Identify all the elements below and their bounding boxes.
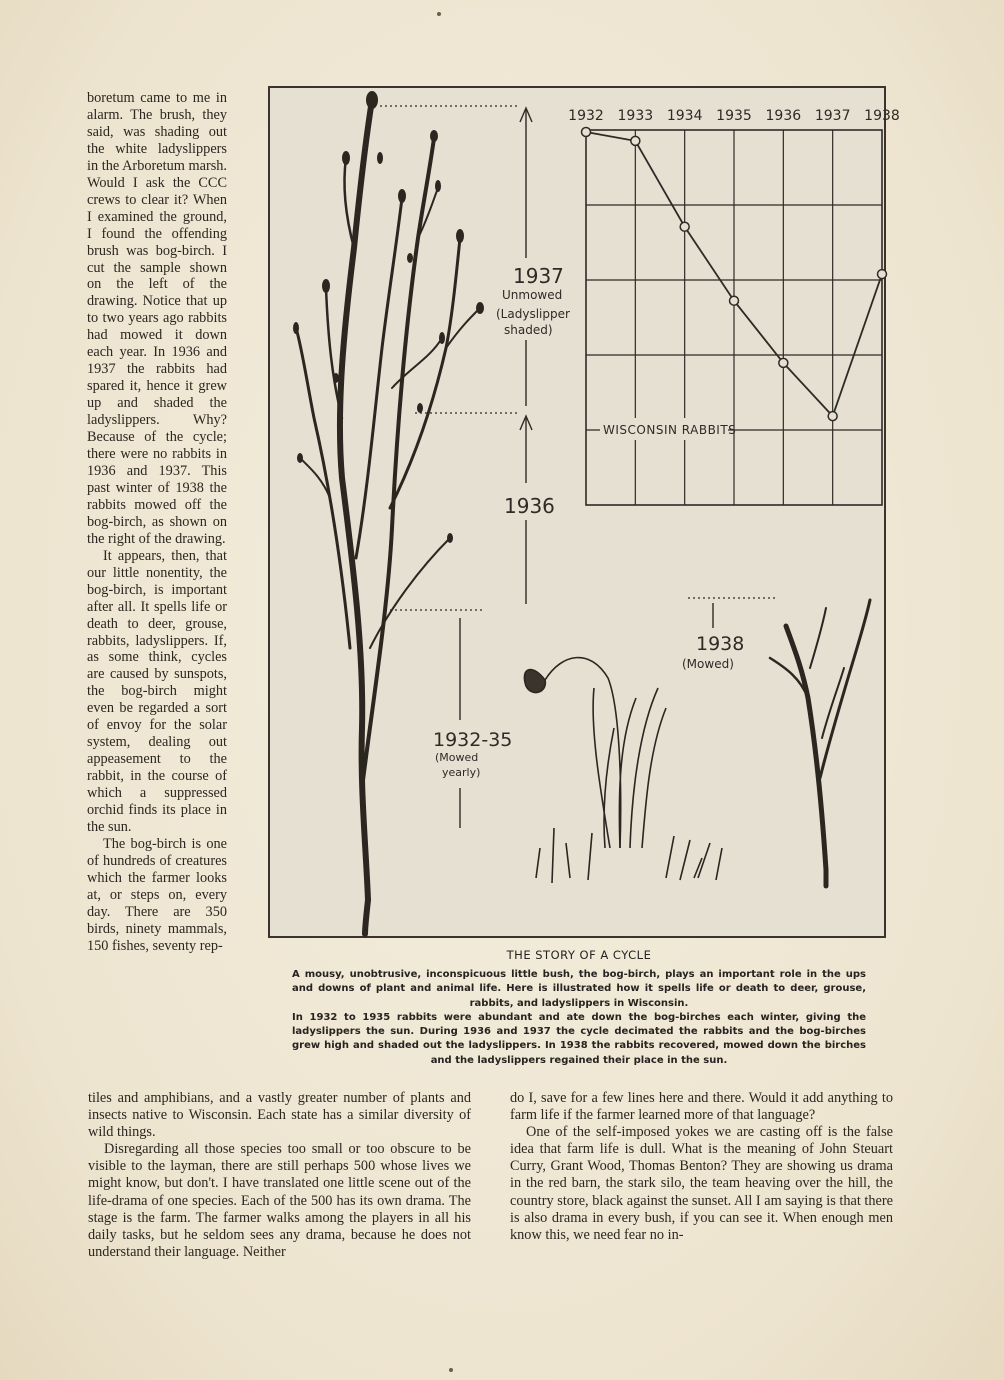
chart-year-labels xyxy=(568,108,900,124)
bottom-mark xyxy=(449,1368,453,1372)
chart-point xyxy=(582,128,591,137)
left-paragraph: The bog-birch is one of hundreds of creatures which the farmer looks at, or steps on, every day. There are 350 birds, ninety mammals, 150 fishes, seventy rep- xyxy=(87,835,227,954)
label-1932-35: 1932-35 xyxy=(433,729,513,751)
chart-point xyxy=(828,412,837,421)
chart-year-label: 1938 xyxy=(864,108,900,124)
chart-year-label: 1935 xyxy=(716,108,752,124)
chart-point xyxy=(680,222,689,231)
label-1938: 1938 xyxy=(696,633,745,655)
label-shaded-2: shaded) xyxy=(504,323,553,337)
label-unmowed: Unmowed xyxy=(502,288,563,302)
bottom-right-column xyxy=(510,1090,893,1244)
tall-bog-birch-drawing xyxy=(296,100,480,934)
series-label: WISCONSIN RABBITS xyxy=(603,423,737,437)
chart-grid xyxy=(586,130,882,505)
ladyslipper-drawing xyxy=(524,658,722,883)
body-paragraph: tiles and amphibians, and a vastly greater number of plants and insects native to Wisconsin. Each state has a similar diversity of wild things. xyxy=(88,1090,471,1141)
chart-year-label: 1932 xyxy=(568,108,604,124)
bog-birch-buds xyxy=(293,91,484,543)
chart-year-label: 1934 xyxy=(666,108,703,124)
chart-point xyxy=(730,296,739,305)
bottom-left-column xyxy=(88,1090,471,1261)
left-text-column xyxy=(87,90,227,955)
chart-year-label: 1937 xyxy=(814,108,851,124)
left-paragraph: It appears, then, that our little nonentity, the bog-birch, is important after all. It spells life or death to deer, grouse, rabbits, ladyslippers. If, as some think, cycles are caused by sunspots, the bog-birch might even be regarded a sort of envoy for the solar system, dealing out appeasement to the rabbit, in the course of which a suppressed orchid finds its place in the sun. xyxy=(87,547,227,835)
body-paragraph: do I, save for a few lines here and there. Would it add anything to farm life if the farmer learned more of that language? xyxy=(510,1090,893,1124)
left-paragraph: boretum came to me in alarm. The brush, they said, was shading out the white ladyslippers in the Arboretum marsh. Would I ask the CCC crews to clear it? When I examined the ground, I found the offending brush was bog-birch. I cut the sample shown on the left of the drawing. Notice that up to two years ago rabbits had mowed it down each year. In 1936 and 1937 the rabbits had spared it, hence it grew up and shaded the ladyslippers. Why? Because of the cycle; there were no rabbits in 1936 and 1937. This past winter of 1938 the rabbits mowed off the bog-birch, as shown on the right of the drawing. xyxy=(87,90,227,547)
label-1936: 1936 xyxy=(504,494,555,518)
label-mowed: (Mowed) xyxy=(682,657,734,671)
chart-point xyxy=(779,358,788,367)
chart-year-label: 1936 xyxy=(765,108,802,124)
body-paragraph: Disregarding all those species too small or too obscure to be visible to the layman, there are still perhaps 500 whose lives we might know, but don't. I have translated one little scene out of the life-drama of one species. Each of the 500 has its own drama. The stage is the farm. The farmer walks among the players in all his daily tasks, but he seldom sees any drama, because he does not understand their language. Neither xyxy=(88,1141,471,1260)
caption-paragraph: In 1932 to 1935 rabbits were abundant and ate down the bog-birches each winter, giving the ladyslippers the sun. During 1936 and 1937 the cycle decimated the rabbits and the bog-birches grew high and shaded out the ladyslippers. In 1938 the rabbits recovered, mowed down the birches and the ladyslippers regained their place in the sun. xyxy=(292,1011,866,1066)
mowed-bog-birch-drawing xyxy=(770,600,870,886)
chart-year-label: 1933 xyxy=(617,108,654,124)
cycle-illustration xyxy=(268,86,900,938)
top-mark xyxy=(437,12,441,16)
chart-point xyxy=(878,270,887,279)
label-mowed-yearly-2: yearly) xyxy=(442,766,481,779)
label-mowed-yearly-1: (Mowed xyxy=(435,751,479,764)
caption-title: THE STORY OF A CYCLE xyxy=(506,948,652,962)
label-shaded-1: (Ladyslipper xyxy=(496,307,570,321)
body-paragraph: One of the self-imposed yokes we are casting off is the false idea that farm life is dull. What is the meaning of John Steuart Curry, Grant Wood, Thomas Benton? They are showing us drama in the red barn, the stark silo, the team heaving over the hill, the country store, black against the sunset. All I am saying is that there is also drama in every bush, if you can see it. When enough men know this, we need fear no in- xyxy=(510,1124,893,1243)
illustration-drawing xyxy=(270,88,900,936)
figure-caption xyxy=(292,948,866,1068)
rabbit-chart xyxy=(568,108,900,505)
chart-point xyxy=(631,136,640,145)
label-1937: 1937 xyxy=(513,264,564,288)
caption-paragraph: A mousy, unobtrusive, inconspicuous little bush, the bog-birch, plays an important role in the ups and downs of plant and animal life. Here is illustrated how it spells life or death to deer, grouse, rabbits, and ladyslippers in Wisconsin. xyxy=(292,969,866,1009)
